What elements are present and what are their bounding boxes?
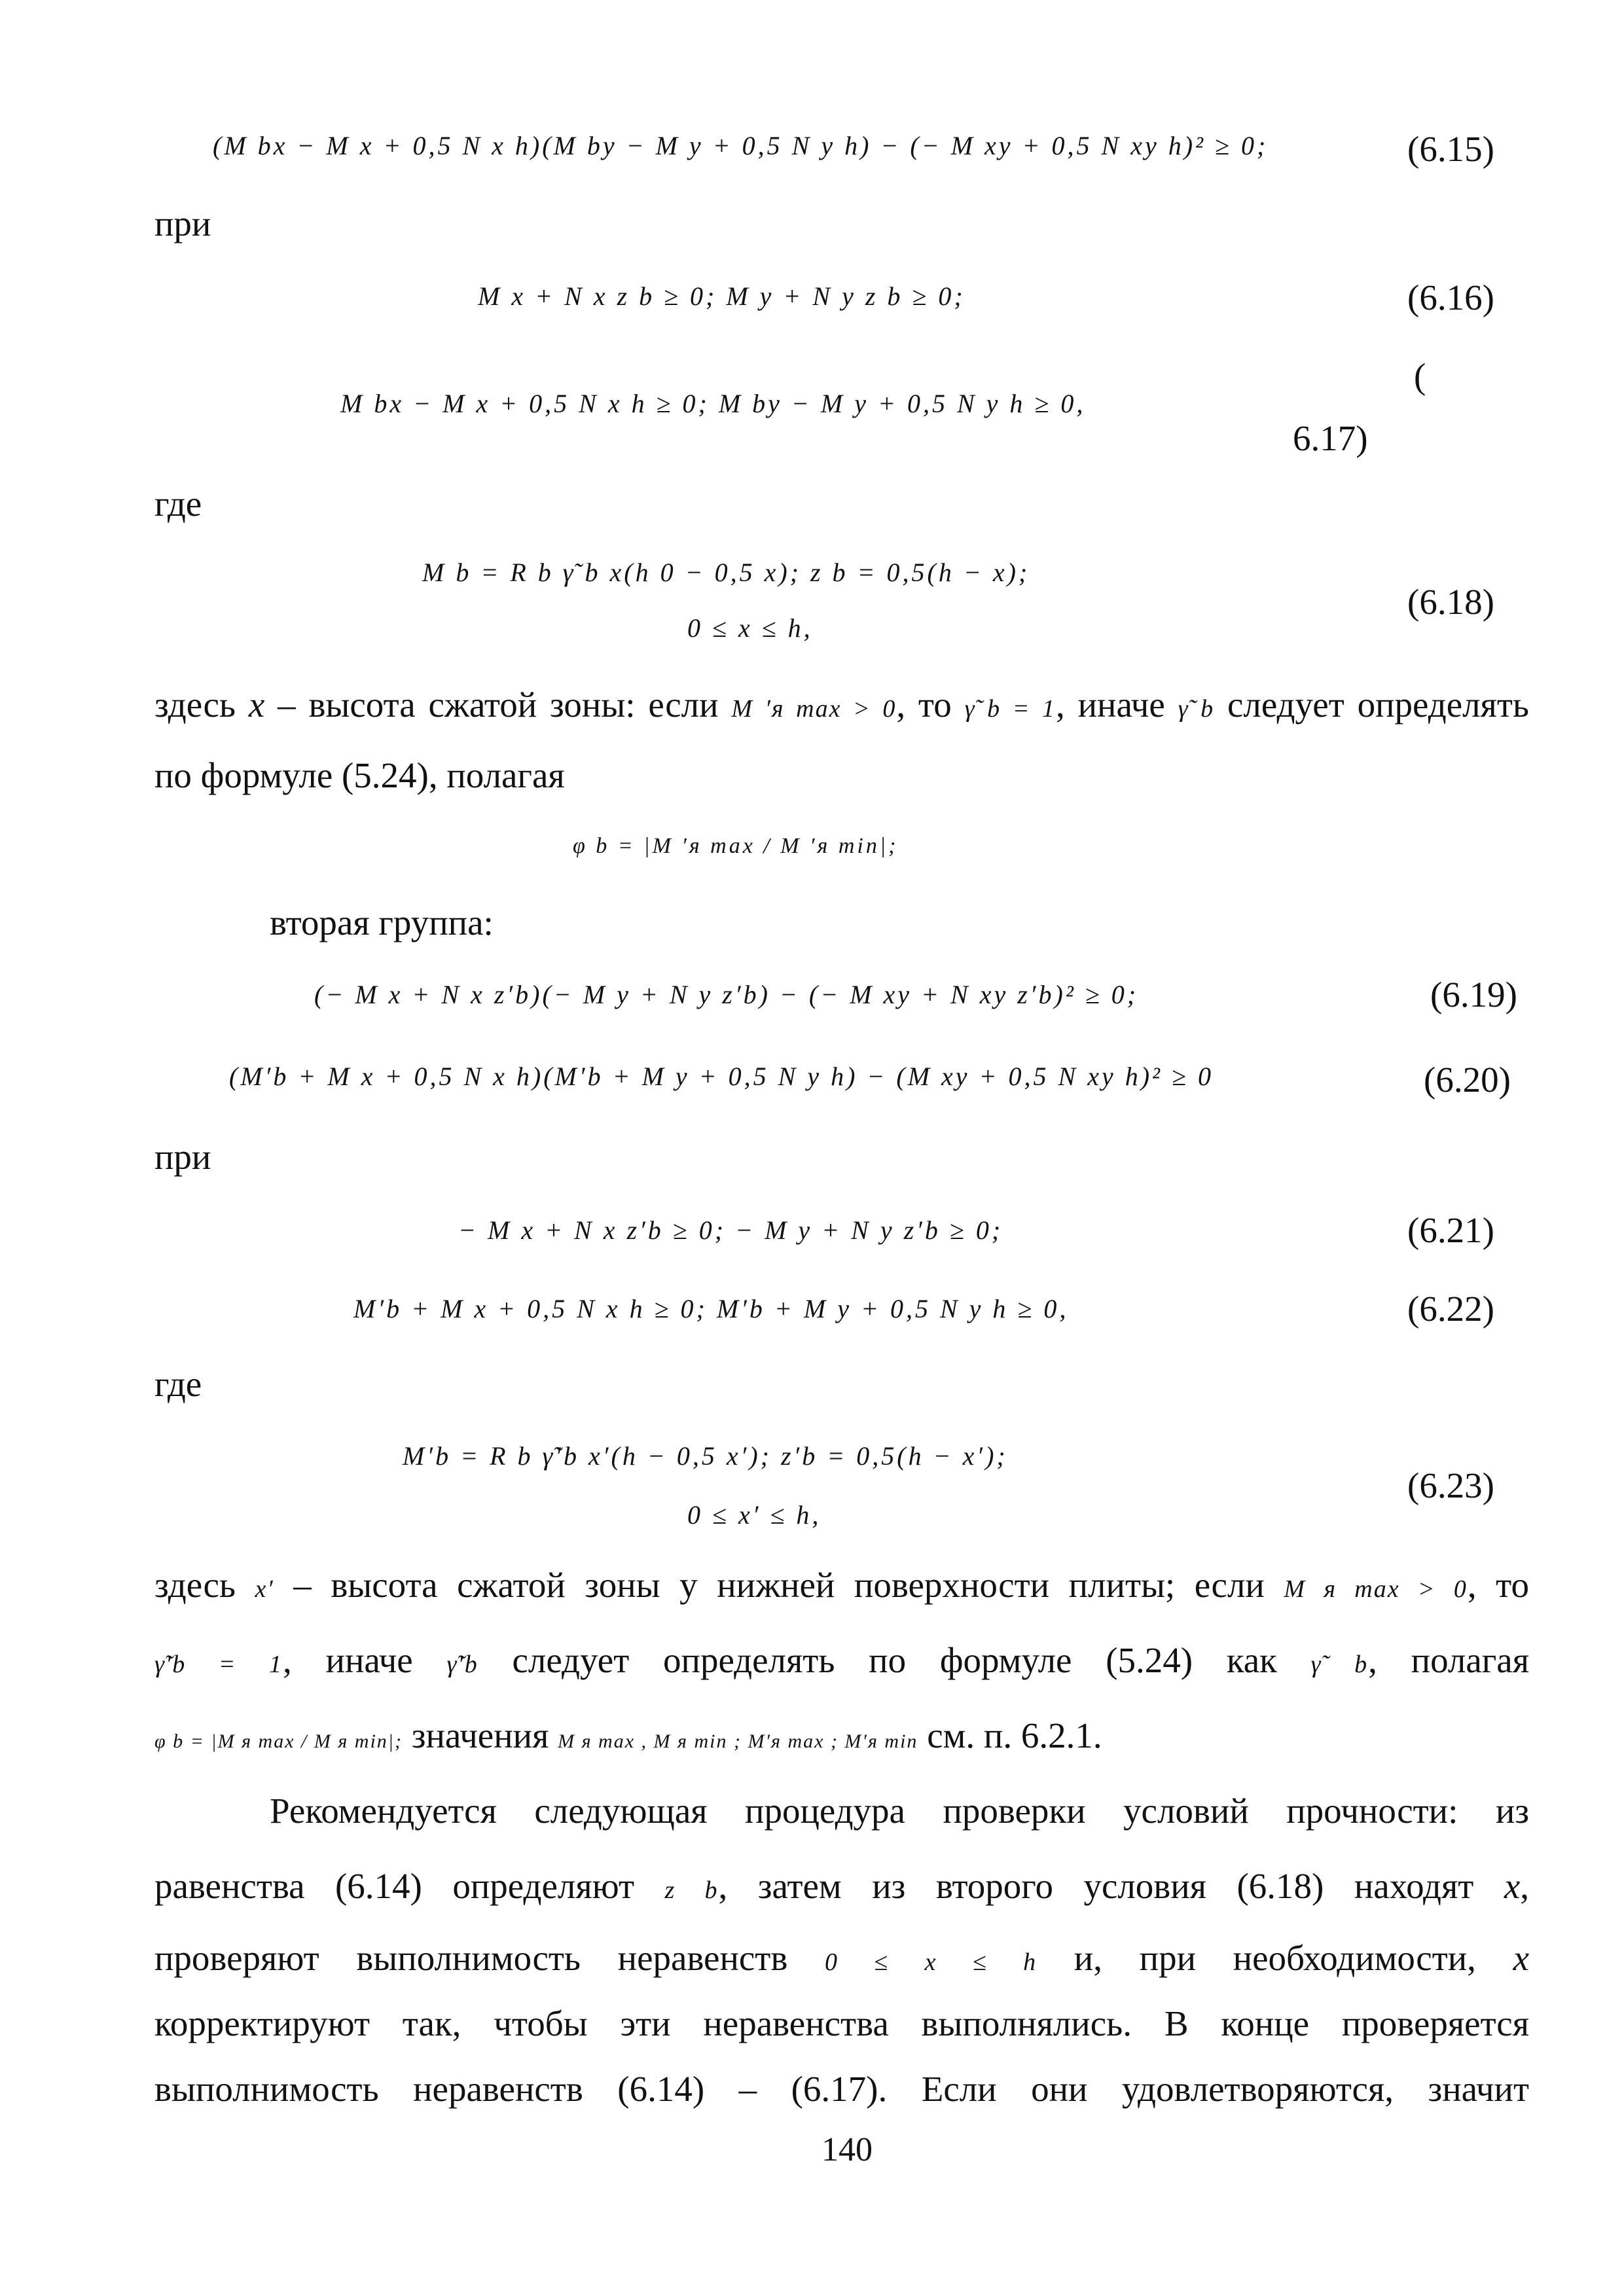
equation-6-22: M′b + M x + 0,5 N x h ≥ 0; M′b + M y + 0,5 N y h ≥ 0, — [353, 1294, 1069, 1323]
var-x-2: x — [1504, 1866, 1521, 1906]
var-x-3: x — [1513, 1938, 1530, 1978]
equation-6-20: (M′b + M x + 0,5 N x h)(M′b + M y + 0,5 N y h) − (M xy + 0,5 N xy h)² ≥ 0 — [229, 1062, 1214, 1091]
condition-m-max-2: M я max > 0 — [1284, 1575, 1468, 1603]
equation-6-23-line2: 0 ≤ x′ ≤ h, — [687, 1500, 821, 1530]
equation-6-18-line1: M b = R b γ̃ b x(h 0 − 0,5 x); z b = 0,5(h − x); — [422, 558, 1030, 587]
label-pri-1: при — [154, 204, 211, 243]
paragraph-formula-ref: по формуле (5.24), полагая — [154, 755, 565, 795]
gamma-b-prime-equals-one: γ̃′b = 1 — [154, 1651, 283, 1678]
second-group-heading: вторая группа: — [270, 903, 494, 942]
inequality-0-x-h: 0 ≤ x ≤ h — [824, 1948, 1038, 1976]
equation-number-6-22: (6.22) — [1407, 1289, 1494, 1329]
condition-m-max: M ′я max > 0 — [731, 695, 897, 723]
equation-number-6-16: (6.16) — [1407, 278, 1494, 317]
label-gde-1: где — [154, 484, 202, 524]
equation-number-6-17: 6.17) — [1293, 418, 1368, 458]
var-z-b: z b — [664, 1876, 719, 1904]
moment-values-list: M я max , M я min ; M′я max ; M′я min — [558, 1731, 918, 1752]
gamma-b-equals-one: γ̃ b = 1 — [964, 695, 1056, 723]
equation-6-16: M x + N x z b ≥ 0; M y + N y z b ≥ 0; — [478, 281, 965, 311]
phi-b-2: φ b = |M я max / M я min|; — [154, 1731, 403, 1752]
label-gde-2: где — [154, 1364, 202, 1404]
paragraph-procedure-line4: корректируют так, чтобы эти неравенства выполнялись. В конце проверяется — [154, 2003, 1529, 2043]
equation-6-18-line2: 0 ≤ x ≤ h, — [687, 613, 813, 643]
var-x: x — [248, 685, 265, 725]
label-pri-2: при — [154, 1137, 211, 1177]
equation-6-17: M bx − M x + 0,5 N x h ≥ 0; M by − M y + 0,5 N y h ≥ 0, — [340, 389, 1086, 418]
var-x-prime: x′ — [255, 1575, 274, 1603]
equation-number-6-18: (6.18) — [1407, 582, 1494, 622]
paragraph-lower-surface-line1: здесь x′ – высота сжатой зоны у нижней поверхности плиты; если M я max > 0, то — [154, 1565, 1529, 1605]
equation-phi-b-1: φ b = |M ′я max / M ′я min|; — [573, 834, 899, 858]
gamma-b-prime: γ̃′b — [446, 1651, 478, 1678]
equation-number-6-23: (6.23) — [1407, 1465, 1494, 1505]
equation-number-6-17-open: ( — [1414, 356, 1426, 396]
page-number: 140 — [821, 2131, 873, 2168]
equation-6-19: (− M x + N x z′b)(− M y + N y z′b) − (− M xy + N xy z′b)² ≥ 0; — [314, 980, 1139, 1009]
paragraph-lower-surface-line2: γ̃′b = 1, иначе γ̃′b следует определять по формуле (5.24) как γ̃ b, полагая — [154, 1640, 1530, 1680]
equation-number-6-21: (6.21) — [1407, 1210, 1494, 1250]
equation-6-23-line1: M′b = R b γ̃′b x′(h − 0,5 x′); z′b = 0,5(h − x′); — [403, 1441, 1008, 1471]
equation-6-15: (M bx − M x + 0,5 N x h)(M by − M y + 0,5 N y h) − (− M xy + 0,5 N xy h)² ≥ 0; — [213, 131, 1269, 160]
gamma-b: γ̃ b — [1178, 695, 1215, 723]
equation-number-6-19: (6.19) — [1430, 975, 1517, 1014]
equation-number-6-20: (6.20) — [1424, 1060, 1511, 1100]
equation-6-21: − M x + N x z′b ≥ 0; − M y + N y z′b ≥ 0; — [458, 1215, 1003, 1245]
paragraph-procedure-line2: равенства (6.14) определяют z b, затем из второго условия (6.18) находят x, — [154, 1866, 1529, 1906]
paragraph-procedure-line3: проверяют выполнимость неравенств 0 ≤ x ≤ h и, при необходимости, x — [154, 1938, 1530, 1978]
paragraph-procedure-line1: Рекомендуется следующая процедура проверки условий прочности: из — [270, 1791, 1529, 1831]
equation-number-6-15: (6.15) — [1407, 129, 1494, 169]
paragraph-procedure-line5: выполнимость неравенств (6.14) – (6.17). Если они удовлетворяются, значит — [154, 2069, 1529, 2109]
gamma-b-2: γ̃ b — [1310, 1651, 1369, 1678]
paragraph-lower-surface-line3: φ b = |M я max / M я min|; значения M я max , M я min ; M′я max ; M′я min см. п. 6.2.1. — [154, 1715, 1102, 1755]
paragraph-height-definition: здесь x – высота сжатой зоны: если M ′я max > 0, то γ̃ b = 1, иначе γ̃ b следует определять — [154, 685, 1529, 725]
